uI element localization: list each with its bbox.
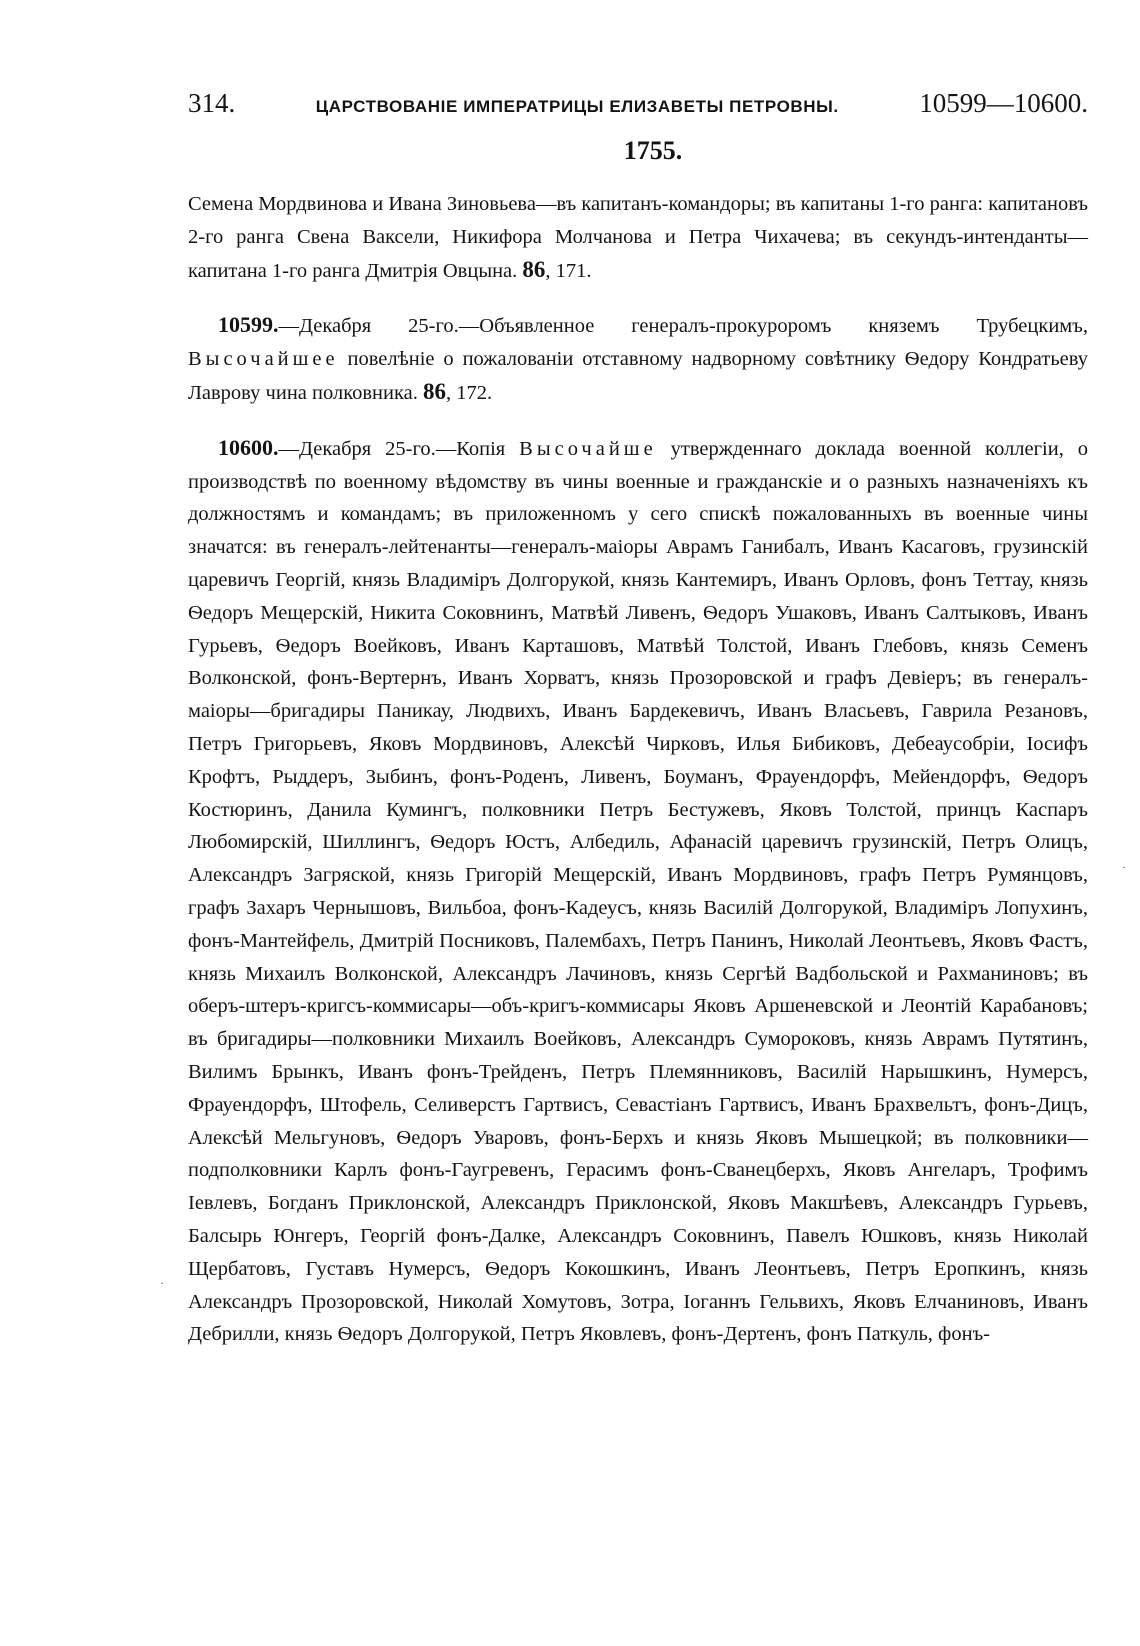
entry-spaced-word: Высочайшее (188, 348, 339, 371)
entry-text-after: утвержденнаго доклада военной коллегіи, о производствѣ по военному вѣдомству въ чины военные и гражданскіе и о разныхъ назначеніяхъ къ должностямъ и командамъ; въ приложенномъ у сего спискѣ пожалованныхъ въ военные чины значатся: въ генералъ-лейтенанты—генералъ-маіоры Аврамъ Ганибалъ, Иванъ Касаговъ, грузинскій царевичъ Георгій, князь Владиміръ Долгорукой, князь Кантемиръ, Иванъ Орловъ, фонъ Теттау, князь Ѳедоръ Мещерскій, Никита Соковнинъ, Матвѣй Ливенъ, Ѳедоръ Ушаковъ, Иванъ Салтыковъ, Иванъ Гурьевъ, Ѳедоръ Воейковъ, Иванъ Карташовъ, Матвѣй Толстой, Иванъ Глебовъ, князь Семенъ Волконской, фонъ-Вертернъ, Иванъ Хорватъ, князь Прозоровской и графъ Девіеръ; въ генералъ-маіоры—бригадиры Паникау, Людвихъ, Иванъ Бардекевичъ, Иванъ Власьевъ, Гаврила Резановъ, Петръ Григорьевъ, Яковъ Мордвиновъ, Алексѣй Чирковъ, Илья Бибиковъ, Дебеаусобріи, Іосифъ Крофтъ, Рыддеръ, Зыбинъ, фонъ-Роденъ, Ливенъ, Боуманъ, Фрауендорфъ, Мейендорфъ, Ѳедоръ Костюринъ, Данила Кумингъ, полковники Петръ Бестужевъ, Яковъ Толстой, принцъ Каспаръ Любомирскій, Шиллингъ, Ѳедоръ Юстъ, Албедиль, Афанасій царевичъ грузинскій, Петръ Олицъ, Александръ Загряской, князь Григорій Мещерскій, Иванъ Мордвиновъ, графъ Петръ Румянцовъ, графъ Захаръ Чернышовъ, Вильбоа, фонъ-Кадеусъ, князь Василій Долгорукой, Владиміръ Лопухинъ, фонъ-Мантейфель, Дмитрій Посниковъ, Палембахъ, Петръ Панинъ, Николай Леонтьевъ, Яковъ Фастъ, князь Михаилъ Волконской, Александръ Лачиновъ, князь Сергѣй Вадбольской и Рахманиновъ; въ оберъ-штеръ-кригсъ-коммисары—объ-кригъ-коммисары Яковъ Аршеневской и Леонтій Карабановъ; въ бригадиры—полковники Михаилъ Воейковъ, Александръ Сумороковъ, князь Аврамъ Путятинъ, Вилимъ Брынкъ, Иванъ фонъ-Трейденъ, Петръ Племянниковъ, Василій Нарышкинъ, Нумерсъ, Фрауендорфъ, Штофель, Селиверстъ Гартвисъ, Севастіанъ Гартвисъ, Иванъ Брахвельтъ, фонъ-Дицъ, Алексѣй Мельгуновъ, Ѳедоръ Уваровъ, фонъ-Берхъ и князь Яковъ Мышецкой; въ полковники—подполковники Карлъ фонъ-Гаугревенъ, Герасимъ фонъ-Сванецберхъ, Яковъ Ангеларъ, Трофимъ Іевлевъ, Богданъ Приклонской, Александръ Приклонской, Яковъ Макшѣевъ, Александръ Гурьевъ, Балсырь Юнгеръ, Георгій фонъ-Далке, Александръ Соковнинъ, Павелъ Юшковъ, князь Николай Щербатовъ, Густавъ Нумерсъ, Ѳедоръ Кокошкинъ, Иванъ Леонтьевъ, Петръ Еропкинъ, князь Александръ Прозоровской, Николай Хомутовъ, Зотра, Іоганнъ Гельвихъ, Яковъ Елчаниновъ, Иванъ Дебрилли, князь Ѳедоръ Долгорукой, Петръ Яковлевъ, фонъ-Дертенъ, фонъ Паткуль, фонъ- (188, 437, 1089, 1346)
reference-page: , 172. (445, 381, 493, 404)
entry-spaced-word: Высочайше (519, 437, 657, 460)
reference-volume: 86 (422, 378, 446, 404)
entry-range: 10599—10600. (919, 88, 1088, 118)
margin-mark: · (160, 1276, 164, 1290)
margin-mark: · (1122, 860, 1126, 874)
page-number: 314. (188, 88, 236, 118)
entry-10600 (188, 432, 1088, 1351)
entry-number: 10600. (218, 434, 279, 460)
page-body (188, 88, 1088, 1373)
reference-page: , 171. (545, 259, 592, 282)
continuation-text: Семена Мордвинова и Ивана Зиновьева—въ капитанъ-командоры; въ капитаны 1-го ранга: капитановъ 2-го ранга Свена Ваксели, Никифора Молчанова и Петра Чихачева; въ секундъ-интенданты—капитана 1-го ранга Дмитрія Овцына. (188, 193, 1088, 282)
entry-10599 (188, 309, 1088, 409)
reference-volume: 86 (522, 256, 546, 282)
year-heading: 1755. (623, 136, 683, 165)
entry-date: —Декабря 25-го.— (278, 315, 480, 338)
entry-text-before: Копія (456, 437, 520, 460)
running-title: ЦАРСТВОВАНІЕ ИМПЕРАТРИЦЫ ЕЛИЗАВЕТЫ ПЕТРОВНЫ. (315, 97, 839, 116)
entry-number: 10599. (218, 312, 279, 338)
entry-text-after: повелѣніе о пожалованіи отставному надворному совѣтнику Ѳедору Кондратьеву Лаврову чина полковника. (188, 348, 1088, 404)
continuation-paragraph (188, 188, 1088, 287)
entry-date: —Декабря 25-го.— (278, 437, 457, 460)
page-header (188, 88, 1088, 132)
entry-text-before: Объявленное генералъ-прокуроромъ княземъ Трубецкимъ, (479, 315, 1088, 338)
